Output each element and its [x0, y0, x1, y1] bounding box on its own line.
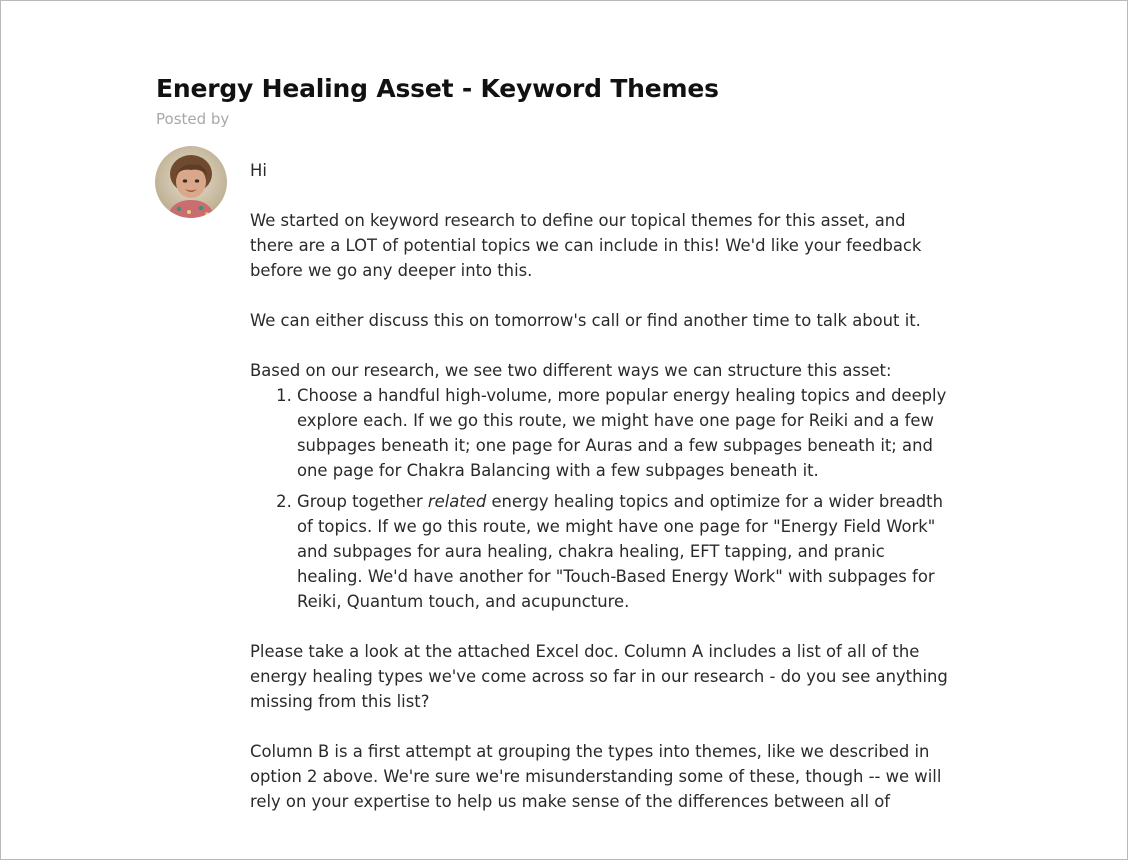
post-body — [250, 158, 950, 839]
message-paragraph-1: We started on keyword research to define our topical themes for this asset, and there are a LOT of potential topics we can include in this! We'd like your feedback before we go any deeper into this. — [250, 211, 922, 280]
options-list — [250, 383, 950, 614]
option-item-1 — [297, 383, 950, 483]
post-title: Energy Healing Asset - Keyword Themes — [156, 74, 719, 103]
posted-by-label: Posted by — [156, 110, 230, 128]
option-1-text: Choose a handful high-volume, more popular energy healing topics and deeply explore each. If we go this route, we might have one page for Reiki and a few subpages beneath it; one page for Auras and a few subpages beneath it; and one page for Chakra Balancing with a few subpages beneath it. — [297, 386, 947, 480]
greeting: Hi — [250, 161, 267, 180]
option-item-2 — [297, 489, 950, 614]
message-paragraph-3: Based on our research, we see two different ways we can structure this asset: — [250, 361, 892, 380]
option-2-suffix: energy healing topics and optimize for a wider breadth of topics. If we go this route, we might have one page for "Energy Field Work" and subpages for aura healing, chakra healing, EFT tapping, and pranic healing. We'd have another for "Touch-Based Energy Work" with subpages for Reiki, Quantum touch, and acupuncture. — [297, 492, 943, 611]
option-2-prefix: Group together — [297, 492, 428, 511]
message-paragraph-4: Please take a look at the attached Excel doc. Column A includes a list of all of the energy healing types we've come across so far in our research - do you see anything missing from this list? — [250, 642, 948, 711]
message-paragraph-5: Column B is a first attempt at grouping the types into themes, like we described in option 2 above. We're sure we're misunderstanding some of these, though -- we will rely on your expertise to help us make sense of the differences between all of — [250, 742, 942, 811]
option-2-emphasis: related — [427, 492, 487, 511]
posted-by — [156, 109, 229, 129]
child-portrait-avatar-icon — [155, 146, 227, 218]
message-paragraph-2: We can either discuss this on tomorrow's call or find another time to talk about it. — [250, 311, 921, 330]
avatar[interactable] — [155, 146, 227, 218]
